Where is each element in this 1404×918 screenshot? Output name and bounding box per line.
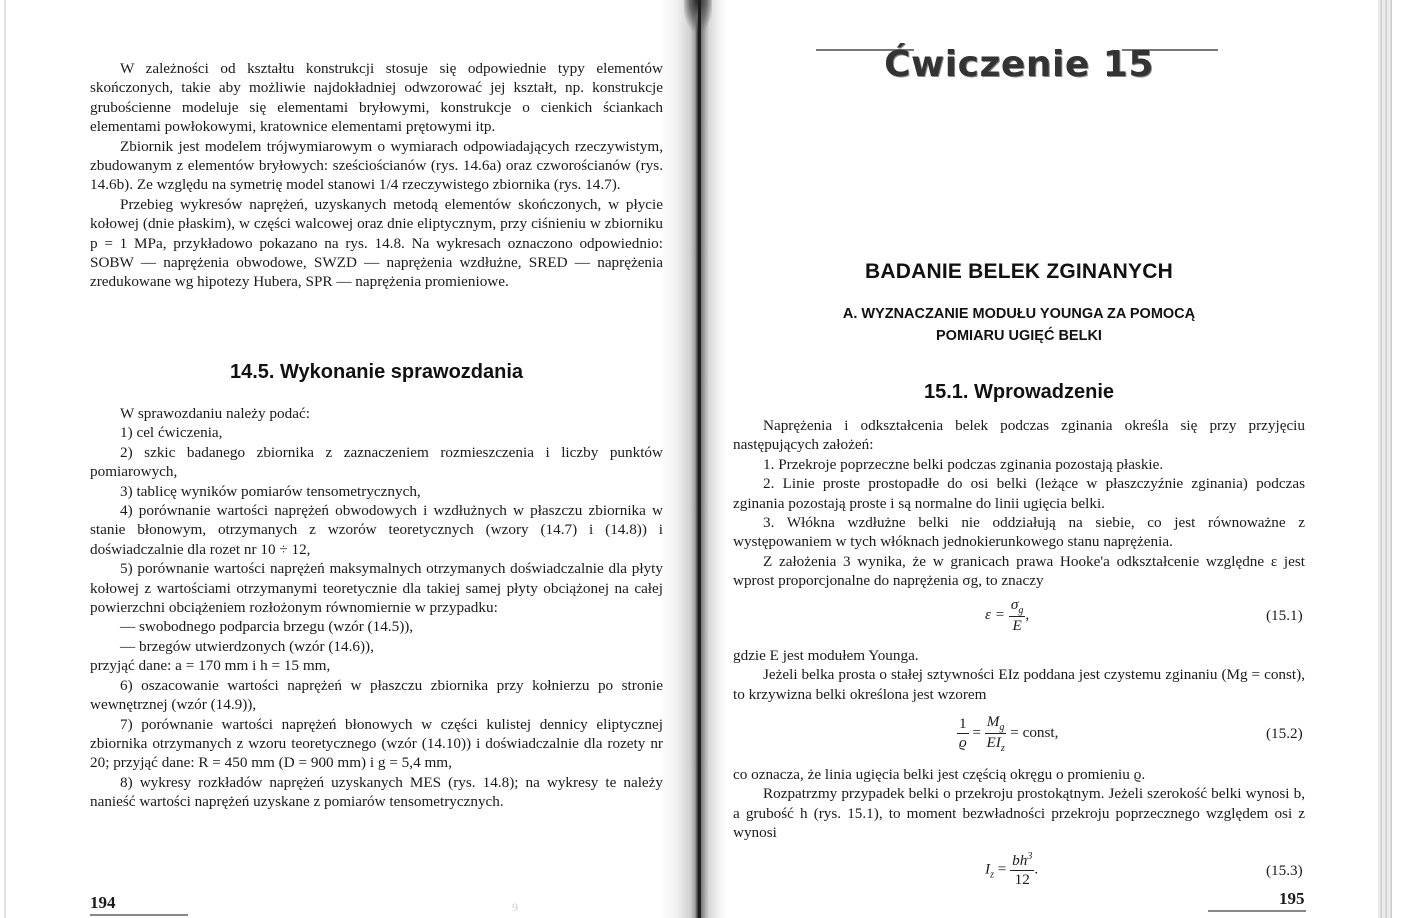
list-subitem: — swobodnego podparcia brzegu (wzór (14.5)), [120,618,414,636]
list-item: 8) wykresy rozkładów naprężeń uzyskanych MES (rys. 14.8); na wykresy te należy nanieść wartości naprężeń uzyskane z pomiarów tensometrycznych. [90,773,663,811]
page-number-right: 195 [1279,889,1305,908]
paragraph: W zależności od kształtu konstrukcji stosuje się odpowiednie typy elementów skończonych, takie aby możliwie najdokładniej odwzorować jej kształt, np. konstrukcje grubościenne modeluje się elementami bryłowymi, konstrukcje o cienkich ściankach elementami powłokowymi, kratownice elementami prętowymi itp. [90,60,663,136]
subtitle-line-1: A. WYZNACZANIE MODUŁU YOUNGA ZA POMOCĄ [842,306,1196,322]
section-heading-15-1: 15.1. Wprowadzenie [923,381,1115,403]
footer-rule-left [90,914,188,916]
chapter-title: BADANIE BELEK ZGINANYCH [865,260,1173,283]
equation-15-2: $\frac{1}{ϱ}$ = $\frac{M_g}{EI_z}$ = const, [958,713,1059,755]
report-requirements-list [90,404,663,812]
paragraph: Jeżeli belka prosta o stałej sztywności EIz poddana jest czystemu zginaniu (Mg = const), to krzywizna belki określona jest wzorem [733,666,1305,703]
list-item: 6) oszacowanie wartości naprężeń w płaszczu zbiornika przy kołnierzu po stronie wewnętrznej (wzór (14.9)), [90,676,663,714]
list-subitem: — brzegów utwierdzonych (wzór (14.6)), [120,637,374,655]
list-item: 2) szkic badanego zbiornika z zaznaczeniem rozmieszczenia i liczby punktów pomiarowych, [90,443,663,481]
list-item: 1) cel ćwiczenia, [120,424,223,442]
list-item: 5) porównanie wartości naprężeń maksymalnych otrzymanych doświadczalnie dla płyty kołowej z wartościami otrzymanymi teoretycznie dla takiej samej płyty obciążonej na całej powierzchni obciążeniem rozłożonym równomiernie w przypadku: [90,560,663,617]
chapter-subtitle [733,303,1305,347]
equation-label-15-2: (15.2) [1266,725,1303,742]
paragraph: Przebieg wykresów naprężeń, uzyskanych metodą elementów skończonych, w płycie kołowej (dnie płaskim), w części walcowej oraz dnie eliptycznym, przy ciśnieniu w zbiorniku p = 1 MPa, przykładowo pokazano na rys. 14.8. Na wykresach oznaczono odpowiednio: SOBW — naprężenia obwodowe, SWZD — naprężenia wzdłużne, SRED — naprężenia zredukowane wg hipotezy Hubera, SPR — naprężenia promieniowe. [90,195,663,291]
subtitle-line-2: POMIARU UGIĘĆ BELKI [936,328,1102,344]
list-intro: W sprawozdaniu należy podać: [120,405,310,422]
list-item: 3) tablicę wyników pomiarów tensometrycznych, [120,482,421,500]
footer-rule-right [1208,910,1306,912]
section-heading-14-5: 14.5. Wykonanie sprawozdania [229,361,524,383]
paragraph: co oznacza, że linia ugięcia belki jest częścią okręgu o promieniu ϱ. [733,766,1146,783]
assumption-item: 1. Przekroje poprzeczne belki podczas zginania pozostają płaskie. [763,455,1164,473]
list-item: 4) porównanie wartości naprężeń obwodowych i wzdłużnych w płaszczu zbiornika w stanie błonowym, otrzymanych z wzorów teoretycznych (wzory (14.7) i (14.8)) i doświadczalnie dla rozet nr 10 ÷ 12, [90,502,663,558]
assumption-item: 3. Włókna wzdłużne belki nie oddziałują na siebie, co jest równoważne z występowaniem w tych włóknach jednokierunkowego stanu naprężenia. [733,514,1305,551]
equation-15-1: ε = $\frac{\sigma_g}{E}$ , [985,596,1030,635]
assumption-item: 2. Linie proste prostopadłe do osi belki (leżące w płaszczyźnie zginania) podczas zginania pozostają proste i są normalne do linii ugięcia belki. [733,475,1305,512]
equation-label-15-3: (15.3) [1266,862,1303,879]
list-item: 7) porównanie wartości naprężeń błonowych w części kulistej dennicy eliptycznej zbiornika otrzymanych z wzoru teoretycznego (wzór (14.10)) i doświadczalnie dla rozety nr 20; przyjąć dane: R = 450 mm (D = 900 mm) i g = 5,4 mm, [90,715,663,772]
stray-mark: 9 [512,900,518,914]
equation-15-3: $I_z$ = $\frac{bh^3}{12}$ . [985,851,1039,889]
list-item-note: przyjąć dane: a = 170 mm i h = 15 mm, [90,657,331,675]
paragraph: Rozpatrzmy przypadek belki o przekroju prostokątnym. Jeżeli szerokość belki wynosi b, a grubość h (rys. 15.1), to moment bezwładności przekroju poprzecznego względem osi z wynosi [733,785,1305,842]
paragraph: Zbiornik jest modelem trójwymiarowym o wymiarach odpowiadających rzeczywistym, zbudowanym z elementów bryłowych: sześciościanów (rys. 14.6a) oraz czworościanów (rys. 14.6b). Ze względu na symetrię model stanowi 1/4 rzeczywistego zbiornika (rys. 14.7). [90,137,663,194]
exercise-title: Ćwiczenie 15 [884,44,1154,85]
paragraph: Naprężenia i odkształcenia belek podczas zginania określa się przy przyjęciu następujących założeń: [733,417,1305,454]
paragraph: gdzie E jest modułem Younga. [733,647,919,664]
left-intro-paragraphs [90,59,663,292]
paragraph: Z założenia 3 wynika, że w granicach prawa Hooke'a odkształcenie względne ε jest wprost proporcjonalne do naprężenia σg, to znaczy [733,552,1305,590]
young-modulus-paragraphs [733,646,1305,704]
page-number-left: 194 [90,893,116,912]
equation-label-15-1: (15.1) [1266,607,1303,624]
rectangular-section-paragraphs [733,765,1305,843]
intro-assumptions [733,416,1305,591]
